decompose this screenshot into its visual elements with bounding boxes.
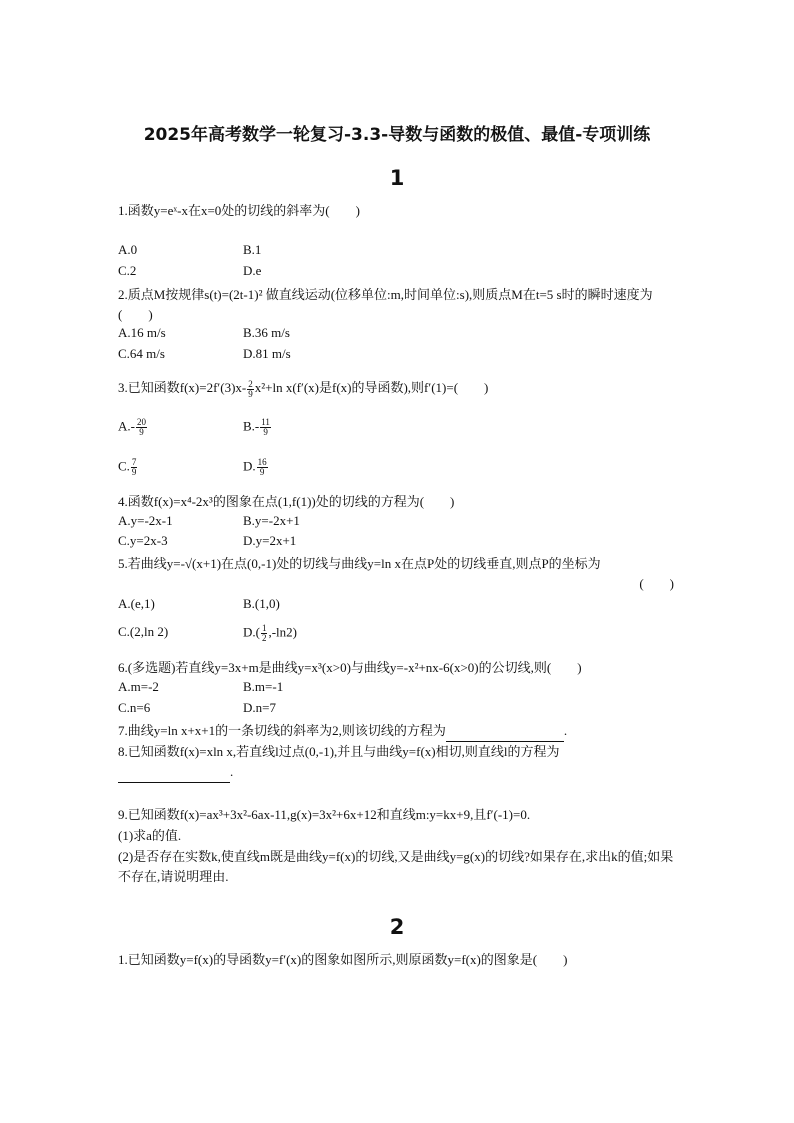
option-d: D.y=2x+1 xyxy=(243,533,297,548)
option-a: A.m=-2 xyxy=(118,679,159,694)
option-c: C.y=2x-3 xyxy=(118,533,168,548)
question-5-paren-line xyxy=(118,574,678,594)
fraction xyxy=(257,458,268,477)
fraction-numerator: 16 xyxy=(257,457,267,467)
fraction xyxy=(131,458,138,477)
option-prefix: D.( xyxy=(243,624,260,640)
option-prefix: A.- xyxy=(118,418,135,434)
question-9-part-2: (2)是否存在实数k,使直线m既是曲线y=f(x)的切线,又是曲线y=g(x)的切线?如果存在,求出k的值;如果不存在,请说明理由. xyxy=(118,849,674,884)
fraction-denominator: 9 xyxy=(131,467,137,477)
answer-blank[interactable] xyxy=(118,762,230,783)
question-3-stem xyxy=(118,378,678,399)
fraction-denominator: 9 xyxy=(263,427,268,437)
question-9-part-1: (1)求a的值. xyxy=(118,828,182,843)
question-5-options-row-1 xyxy=(118,596,678,616)
option-prefix: B.- xyxy=(243,418,260,434)
option-a xyxy=(118,418,148,437)
fraction-denominator: 9 xyxy=(139,427,144,437)
option-d: D.e xyxy=(243,263,262,278)
option-prefix: D. xyxy=(243,458,256,474)
question-4-options-row-2 xyxy=(118,533,678,553)
question-7-stem xyxy=(118,721,678,742)
option-c: C.64 m/s xyxy=(118,346,165,361)
fraction-numerator: 1 xyxy=(261,623,267,633)
fraction xyxy=(261,624,268,643)
option-a: A.y=-2x-1 xyxy=(118,513,173,528)
fraction-denominator: 9 xyxy=(259,467,265,477)
option-prefix: C. xyxy=(118,458,130,474)
question-4-stem: 4.函数f(x)=x⁴-2x³的图象在点(1,f(1))处的切线的方程为( ) xyxy=(118,494,455,509)
question-7-stem-text: 7.曲线y=ln x+x+1的一条切线的斜率为2,则该切线的方程为 xyxy=(118,723,446,738)
question-7-end: . xyxy=(563,723,568,738)
question-1-options-row-1 xyxy=(118,242,678,262)
question-2-stem: 2.质点M按规律s(t)=(2t-1)² 做直线运动(位移单位:m,时间单位:s),则质点M在t=5 s时的瞬时速度为( ) xyxy=(118,287,653,322)
question-9-stem: 9.已知函数f(x)=ax³+3x²-6ax-11,g(x)=3x²+6x+12和直线m:y=kx+9,且f′(-1)=0. xyxy=(118,807,531,822)
option-a: A.(e,1) xyxy=(118,596,155,611)
page-title: 2025年高考数学一轮复习-3.3-导数与函数的极值、最值-专项训练 xyxy=(143,125,651,145)
fraction xyxy=(136,418,147,437)
option-c: C.2 xyxy=(118,263,137,278)
option-b: B.y=-2x+1 xyxy=(243,513,300,528)
option-d: D.n=7 xyxy=(243,700,276,715)
option-b xyxy=(243,418,272,437)
question-8-end: . xyxy=(230,764,234,779)
answer-paren: ( ) xyxy=(639,576,674,591)
option-d: D.81 m/s xyxy=(243,346,291,361)
fraction-numerator: 7 xyxy=(131,457,137,467)
option-suffix: ,-ln2) xyxy=(268,624,297,640)
question-5-stem xyxy=(118,554,678,594)
fraction-numerator: 2 xyxy=(248,378,253,389)
question-3-stem-part: x²+ln x(f′(x)是f(x)的导函数),则f′(1)=( ) xyxy=(254,380,489,395)
question-8-blank-line xyxy=(118,762,678,783)
option-c: C.n=6 xyxy=(118,700,151,715)
fraction xyxy=(247,380,254,399)
question-4-options-row-1 xyxy=(118,513,678,533)
question-8-stem xyxy=(118,742,678,783)
question-5-options-row-2 xyxy=(118,624,678,648)
question-3-stem-part: 3.已知函数f(x)=2f′(3)x- xyxy=(118,380,247,395)
question-1-options-row-2 xyxy=(118,263,678,283)
option-b: B.36 m/s xyxy=(243,325,290,340)
option-b: B.m=-1 xyxy=(243,679,284,694)
option-a: A.16 m/s xyxy=(118,325,166,340)
option-c: C.(2,ln 2) xyxy=(118,624,169,639)
option-c xyxy=(118,458,138,477)
section-2-question-1-stem: 1.已知函数y=f(x)的导函数y=f′(x)的图象如图所示,则原函数y=f(x)的图象是( ) xyxy=(118,952,568,967)
section-heading-1: 1 xyxy=(389,166,405,190)
question-6-stem: 6.(多选题)若直线y=3x+m是曲线y=x³(x>0)与曲线y=-x²+nx-6(x>0)的公切线,则( ) xyxy=(118,660,582,675)
fraction-denominator: 2 xyxy=(261,633,267,643)
option-a: A.0 xyxy=(118,242,138,257)
answer-blank[interactable] xyxy=(446,721,564,742)
fraction-denominator: 9 xyxy=(248,388,253,399)
option-b: B.(1,0) xyxy=(243,596,280,611)
question-1-stem: 1.函数y=eˣ-x在x=0处的切线的斜率为( ) xyxy=(118,203,360,218)
question-3-options-row-2 xyxy=(118,458,678,482)
fraction-numerator: 11 xyxy=(261,417,270,427)
option-d xyxy=(243,458,269,477)
question-6-options-row-2 xyxy=(118,700,678,720)
fraction xyxy=(260,418,271,437)
question-3-options-row-1 xyxy=(118,418,678,442)
question-2-options-row-2 xyxy=(118,346,678,366)
question-8-stem-text: 8.已知函数f(x)=xln x,若直线l过点(0,-1),并且与曲线y=f(x)相切,则直线l的方程为 xyxy=(118,744,560,759)
question-5-stem-text: 5.若曲线y=-√(x+1)在点(0,-1)处的切线与曲线y=ln x在点P处的切线垂直,则点P的坐标为 xyxy=(118,556,601,571)
option-b: B.1 xyxy=(243,242,262,257)
fraction-numerator: 20 xyxy=(136,417,146,427)
question-6-options-row-1 xyxy=(118,679,678,699)
section-heading-2: 2 xyxy=(389,915,405,939)
question-2-options-row-1 xyxy=(118,325,678,345)
option-d xyxy=(243,624,297,643)
